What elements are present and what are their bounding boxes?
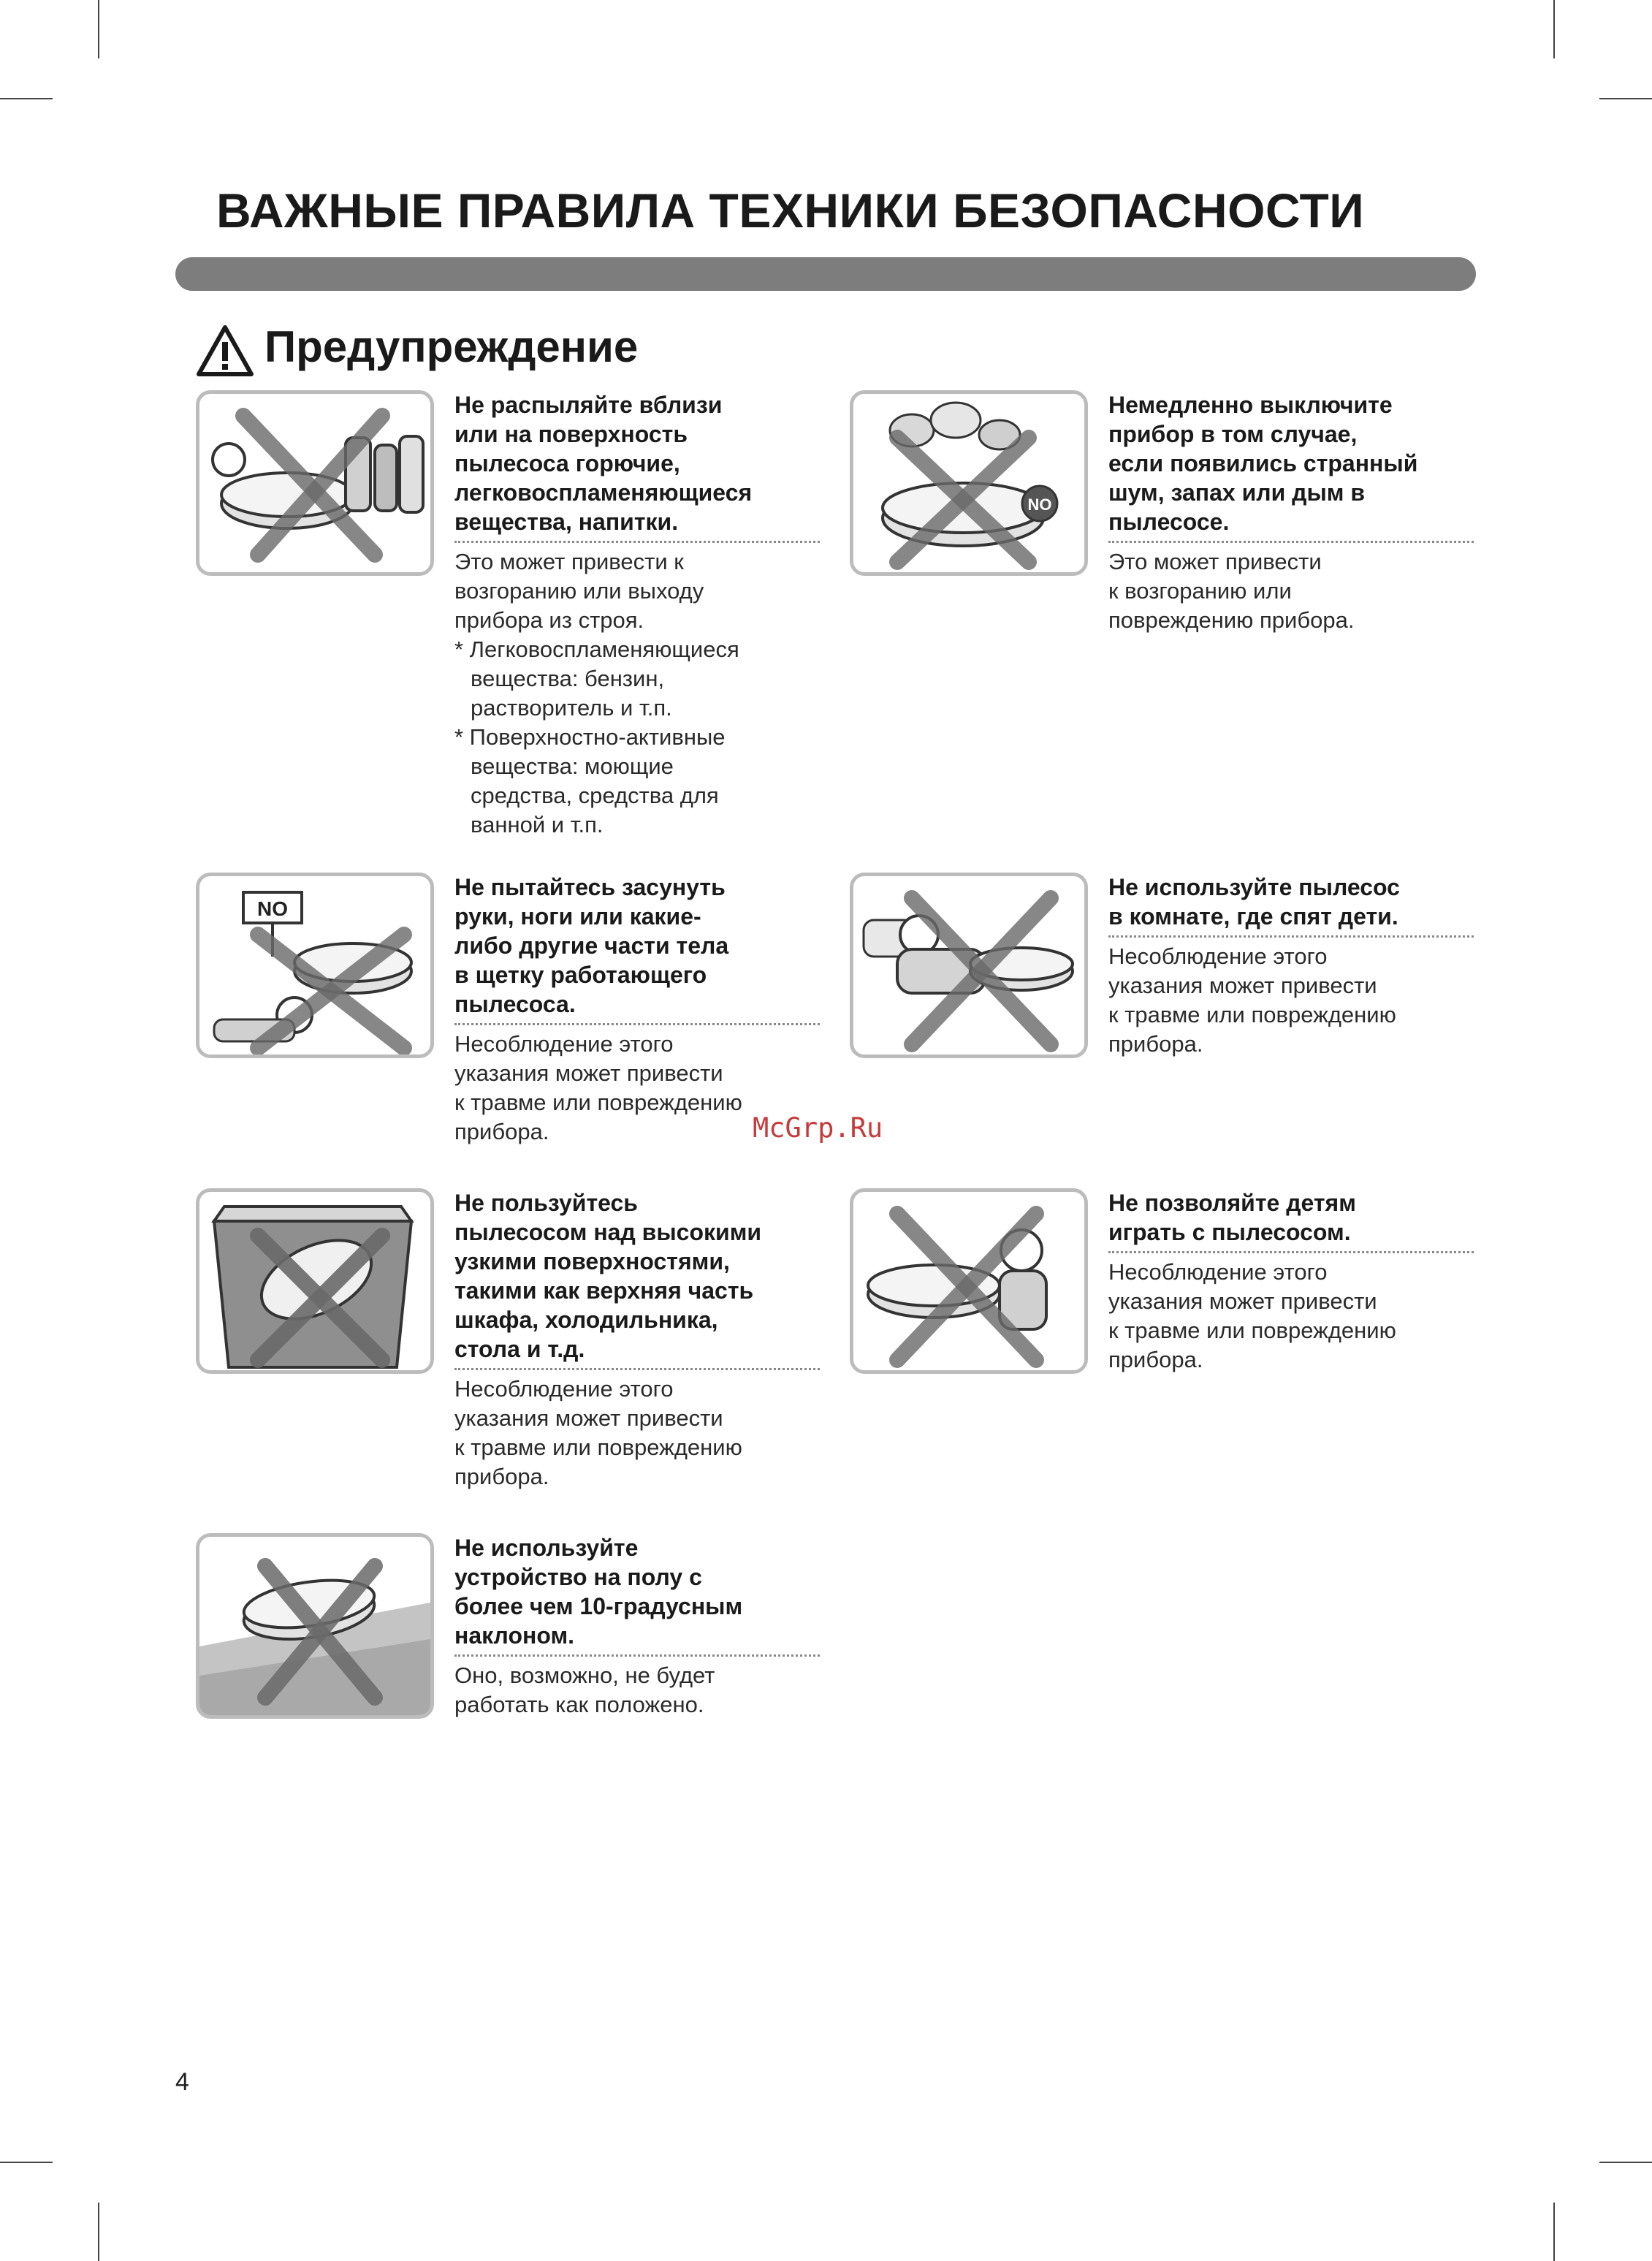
illustration-slope — [196, 1533, 434, 1719]
crop-mark — [1553, 2203, 1555, 2261]
illustration-high-surfaces — [196, 1188, 434, 1374]
vacuum-child-sleeping-illustration — [853, 876, 1084, 1054]
vacuum-hands-illustration — [199, 876, 430, 1054]
item-body: Несоблюдение этого указания может привести к травме или повреждению прибора. — [454, 1376, 742, 1489]
item-body: Несоблюдение этого указания может привести к травме или повреждению прибора. — [1108, 1259, 1396, 1372]
illustration-sleeping-children — [850, 873, 1088, 1058]
item-body: Это может привести к возгоранию или повреждению прибора. — [1108, 549, 1355, 633]
crop-mark — [98, 0, 99, 58]
vacuum-smoke-illustration — [853, 394, 1084, 572]
page-number: 4 — [175, 2068, 189, 2096]
vacuum-child-playing-illustration — [853, 1192, 1084, 1370]
item-body: Несоблюдение этого указания может привести к травме или повреждению прибора. — [1108, 943, 1396, 1057]
illustration-flammables — [196, 390, 434, 576]
item-heading: Не распыляйте вблизи или на поверхность пылесоса горючие, легковоспламеняющиеся вещества, напитки. — [454, 390, 820, 543]
vacuum-falling-illustration — [199, 1192, 430, 1370]
illustration-smoke — [850, 390, 1088, 576]
title-underline-bar — [175, 257, 1476, 291]
watermark: McGrp.Ru — [753, 1112, 883, 1144]
item-heading: Не пытайтесь засунуть руки, ноги или какие- либо другие части тела в щетку работающего пылесоса. — [454, 873, 820, 1025]
item-body: Несоблюдение этого указания может привести к травме или повреждению прибора. — [454, 1031, 742, 1144]
item-body: Оно, возможно, не будет работать как положено. — [454, 1662, 715, 1717]
crop-mark — [1599, 98, 1652, 99]
no-sign-text: NO — [257, 897, 288, 920]
illustration-children-play — [850, 1188, 1088, 1374]
item-heading: Немедленно выключите прибор в том случае, если появились странный шум, запах или дым в пылесосе. — [1108, 390, 1474, 543]
crop-mark — [0, 2162, 53, 2163]
item-heading: Не используйте устройство на полу с более чем 10-градусным наклоном. — [454, 1533, 820, 1657]
crop-mark — [0, 98, 53, 99]
item-heading: Не используйте пылесос в комнате, где спят дети. — [1108, 873, 1474, 938]
item-heading: Не пользуйтесь пылесосом над высокими узкими поверхностями, такими как верхняя часть шкафа, холодильника, стола и т.д. — [454, 1188, 820, 1370]
crop-mark — [1553, 0, 1555, 58]
crop-mark — [98, 2203, 99, 2261]
page-title: ВАЖНЫЕ ПРАВИЛА ТЕХНИКИ БЕЗОПАСНОСТИ — [216, 183, 1365, 238]
illustration-body-parts — [196, 873, 434, 1058]
no-sign-text: NO — [1027, 495, 1052, 514]
vacuum-spray-illustration — [199, 394, 430, 572]
item-heading: Не позволяйте детям играть с пылесосом. — [1108, 1188, 1474, 1253]
crop-mark — [1599, 2162, 1652, 2163]
vacuum-slope-illustration — [199, 1537, 430, 1715]
item-body: Это может привести к возгоранию или выходу прибора из строя. * Легковоспламеняющиеся вещества: бензин, растворитель и т.п. * Поверхностно-активные вещества: моющие средства, средства для ванной и т.п. — [454, 549, 739, 837]
warning-triangle-icon — [196, 324, 254, 377]
section-title: Предупреждение — [264, 322, 639, 371]
